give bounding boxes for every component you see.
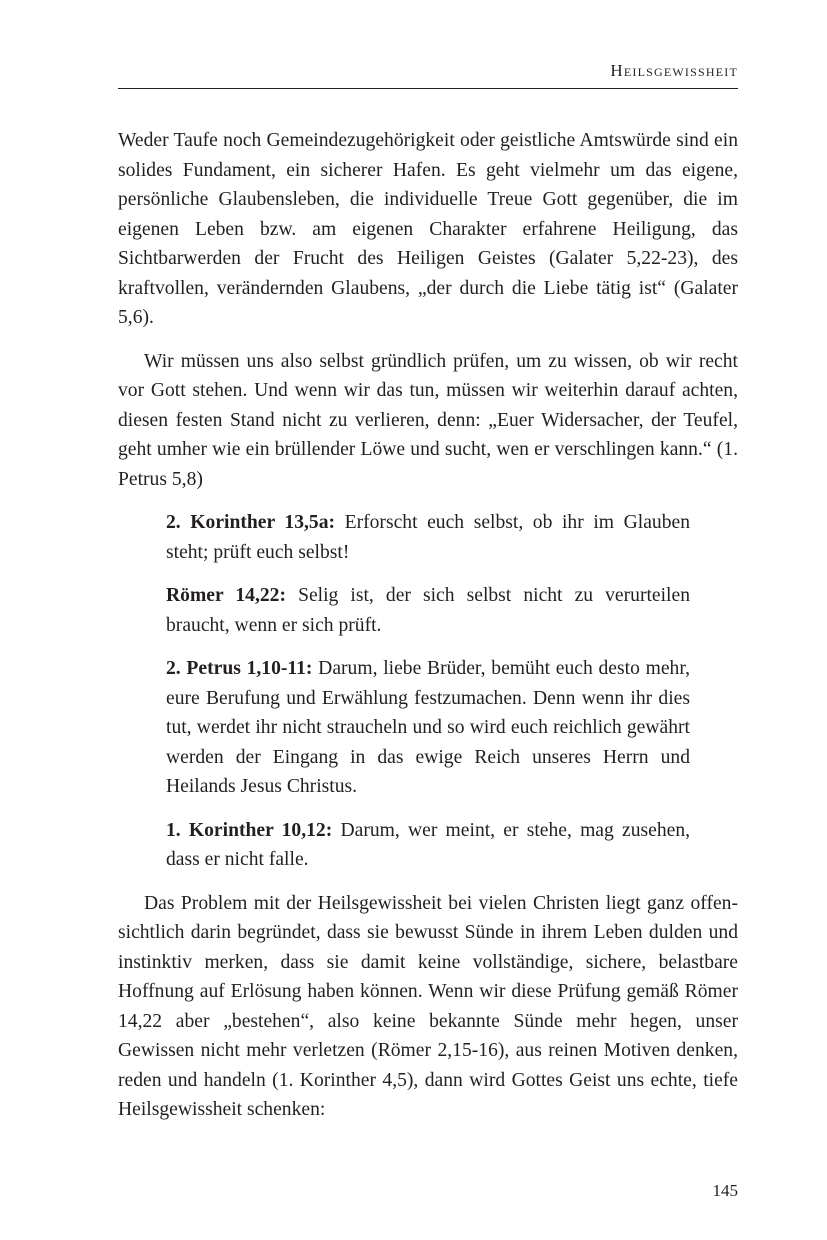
scripture-quotes <box>166 508 690 875</box>
quote-reference: 1. Korinther 10,12: <box>166 819 333 841</box>
quote-reference: 2. Korinther 13,5a: <box>166 512 336 533</box>
header-rule <box>118 88 738 89</box>
scripture-quote <box>166 581 690 640</box>
page-number: 145 <box>712 1181 738 1200</box>
paragraph-1: Weder Taufe noch Gemeindezugehörigkeit oder geistliche Amtswürde sind ein solides Fundament, ein sicherer Hafen. Es geht vielmehr um das eigene, persönliche Glaubensleben, die individuelle Treue Gott gegenüber, die im eigenen Leben bzw. am eigenen Charakter erfahrene Heiligung, das Sichtbarwerden der Frucht des Heiligen Geistes (Galater 5,22-23), des kraftvollen, verändernden Glaubens, „der durch die Liebe tätig ist“ (Galater 5,6). <box>118 130 738 328</box>
quote-text: Darum, liebe Brüder, bemüht euch desto mehr, eure Berufung und Erwählung festzumachen. Denn wenn ihr dies tut, werdet ihr nicht straucheln und so wird euch reichlich gewährt werden der Eingang in das ewige Reich unseres Herrn und Heilands Jesus Christus. <box>166 658 690 797</box>
body-text <box>118 126 738 1125</box>
paragraph-2: Wir müssen uns also selbst gründlich prüfen, um zu wissen, ob wir recht vor Gott stehen. Und wenn wir das tun, müssen wir weiterhin darauf achten, diesen festen Stand nicht zu verlieren, denn: „Euer Widersacher, der Teufel, geht umher wie ein brüllender Löwe und sucht, wen er verschlingen kann.“ (1. Petrus 5,8) <box>118 350 738 490</box>
scripture-quote <box>166 508 690 567</box>
scripture-quote <box>166 816 690 875</box>
quote-text: Darum, wer meint, er stehe, mag zusehen, dass er nicht falle. <box>166 819 691 870</box>
quote-text: Selig ist, der sich selbst nicht zu verurteilen braucht, wenn er sich prüft. <box>166 585 690 636</box>
quote-reference: Römer 14,22: <box>166 585 286 606</box>
quote-text: Erforscht euch selbst, ob ihr im Glauben steht; prüft euch selbst! <box>166 512 690 563</box>
running-head: Heilsgewissheit <box>610 61 738 80</box>
paragraph-3: Das Problem mit der Heilsgewissheit bei vielen Christen liegt ganz offensichtlich darin begründet, dass sie bewusst Sünde in ihrem Leben dulden und instinktiv merken, dass sie damit keine vollständige, sichere, belastbare Hoffnung auf Erlösung haben können. Wenn wir diese Prüfung gemäß Römer 14,22 aber „bestehen“, also keine bekannte Sünde mehr hegen, unser Gewissen nicht mehr verletzen (Römer 2,15-16), aus reinen Motiven denken, reden und handeln (1. Korinther 4,5), dann wird Gottes Geist uns echte, tiefe Heilsgewissheit schenken: <box>118 892 738 1120</box>
scripture-quote <box>166 654 690 802</box>
quote-reference: 2. Petrus 1,10-11: <box>166 658 313 679</box>
